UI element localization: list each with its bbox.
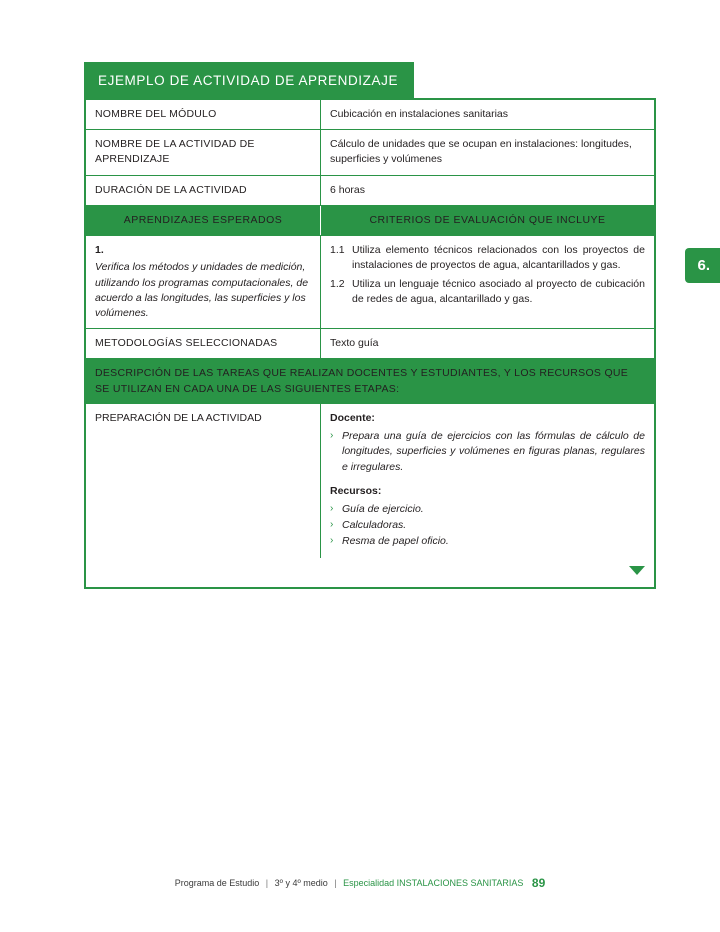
chevron-right-icon: › [330, 502, 334, 514]
description-band: DESCRIPCIÓN DE LAS TAREAS QUE REALIZAN DOCENTES Y ESTUDIANTES, Y LOS RECURSOS QUE SE UTILIZAN EN CADA UNA DE LAS SIGUIENTES ETAPAS: [86, 359, 654, 404]
stage-body [321, 404, 655, 558]
list-item [330, 518, 645, 533]
stage-label: PREPARACIÓN DE LA ACTIVIDAD [86, 404, 321, 558]
field-value-modulo: Cubicación en instalaciones sanitarias [321, 100, 655, 130]
learning-outcome-number: 1. [95, 244, 104, 257]
description-band-row [86, 359, 654, 404]
list-item-text: Prepara una guía de ejercicios con las fórmulas de cálculo de longitudes, superficies y volúmenes en figuras planas, regulares e irregulares. [342, 430, 645, 473]
triangle-down-icon [629, 566, 645, 575]
list-item [330, 502, 645, 517]
field-label-modulo: NOMBRE DEL MÓDULO [86, 100, 321, 130]
list-item-text: Guía de ejercicio. [342, 502, 424, 515]
chapter-tab: 6. [685, 248, 720, 283]
table-row [86, 130, 654, 175]
list-item [330, 534, 645, 549]
stage-row [86, 404, 654, 558]
table-row [86, 329, 654, 359]
chevron-right-icon: › [330, 535, 334, 547]
table-row [86, 100, 654, 130]
page-footer [0, 876, 720, 890]
list-item-text: Calculadoras. [342, 519, 407, 532]
criteria-cell [321, 236, 655, 329]
field-label-duracion: DURACIÓN DE LA ACTIVIDAD [86, 175, 321, 205]
table-row [86, 175, 654, 205]
criterion-number: 1.2 [330, 277, 345, 290]
continuation-row [86, 558, 654, 587]
criterion-item [330, 243, 645, 273]
teacher-heading: Docente: [330, 411, 375, 424]
criterion-text: Utiliza un lenguaje técnico asociado al proyecto de cubicación de redes de agua, alcantarillado y gas. [352, 277, 645, 305]
chevron-right-icon: › [330, 430, 334, 442]
footer-level: 3º y 4º medio [274, 878, 328, 888]
field-label-actividad: NOMBRE DE LA ACTIVIDAD DE APRENDIZAJE [86, 130, 321, 175]
footer-separator: | [265, 878, 269, 888]
resources-heading: Recursos: [330, 484, 382, 497]
footer-page-number: 89 [531, 876, 546, 890]
column-header-criterios: CRITERIOS DE EVALUACIÓN QUE INCLUYE [321, 205, 655, 235]
methodology-label: METODOLOGÍAS SELECCIONADAS [86, 329, 321, 359]
criterion-number: 1.1 [330, 244, 345, 257]
page-title: EJEMPLO DE ACTIVIDAD DE APRENDIZAJE [84, 62, 414, 98]
list-item-text: Resma de papel oficio. [342, 535, 449, 548]
methodology-value: Texto guía [321, 329, 655, 359]
activity-table [86, 100, 654, 587]
chevron-right-icon: › [330, 519, 334, 531]
activity-table-frame [84, 98, 656, 589]
footer-separator: | [334, 878, 337, 888]
column-header-aprendizajes: APRENDIZAJES ESPERADOS [86, 205, 321, 235]
criterion-text: Utiliza elemento técnicos relacionados con los proyectos de instalaciones de proyectos de agua, alcantarillados y gas. [352, 244, 645, 272]
field-value-actividad: Cálculo de unidades que se ocupan en instalaciones: longitudes, superficies y volúmenes [321, 130, 655, 175]
criterion-item [330, 277, 645, 307]
table-header-row [86, 205, 654, 235]
field-value-duracion: 6 horas [321, 175, 655, 205]
continuation-cell [86, 558, 654, 587]
footer-specialty: Especialidad INSTALACIONES SANITARIAS [343, 878, 524, 888]
activity-sheet [84, 62, 656, 589]
learning-outcome-text: Verifica los métodos y unidades de medición, utilizando los programas computacionales, de acuerdo a las longitudes, las superficies y los volúmenes. [95, 261, 309, 319]
list-item [330, 429, 645, 475]
footer-program: Programa de Estudio [174, 878, 260, 888]
learning-outcome-cell [86, 236, 321, 329]
table-row [86, 236, 654, 329]
